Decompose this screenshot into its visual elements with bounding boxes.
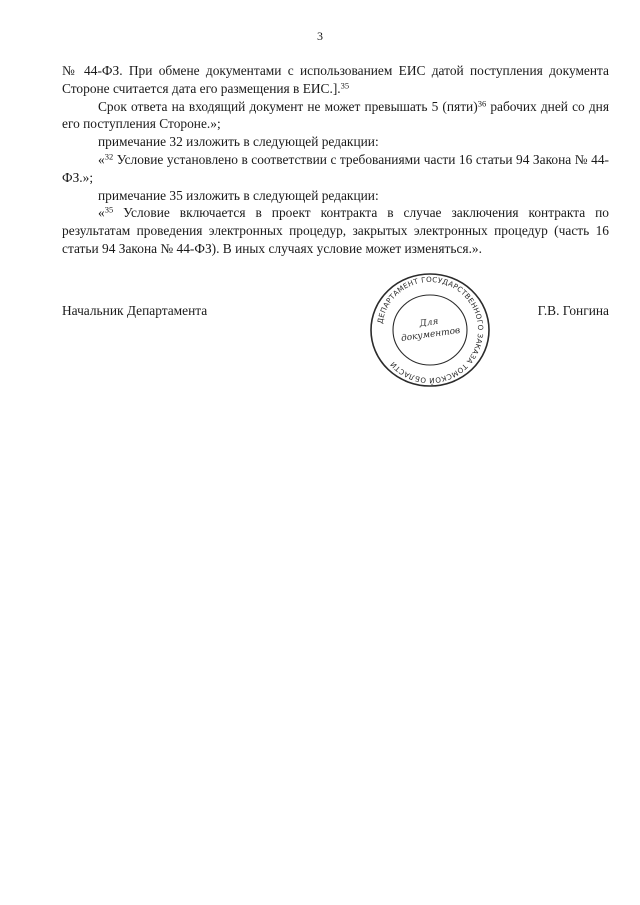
paragraph-1 [62, 62, 609, 98]
paragraph-6 [62, 204, 609, 257]
paragraph-3 [62, 133, 609, 151]
page-number: 3 [317, 29, 323, 43]
footnote-ref: 35 [104, 204, 114, 215]
stamp-center-line-2: документов [400, 325, 461, 345]
signatory-name: Г.В. Гонгина [537, 303, 609, 318]
paragraph-6-text: Условие включается в проект контракта в случае заключения контракта по результатам проведения электронных процедур, закрытых электронных процедур (часть 16 статьи 94 Закона № 44-ФЗ). В иных случаях условие может изменяться.». [62, 205, 609, 256]
signatory-title: Начальник Департамента [62, 303, 208, 318]
paragraph-5-text: примечание 35 изложить в следующей редакции: [98, 187, 379, 203]
footnote-ref: 32 [104, 151, 114, 162]
document-body [62, 62, 609, 258]
open-quote: « [98, 151, 105, 167]
paragraph-3-text: примечание 32 изложить в следующей редакции: [98, 134, 379, 150]
paragraph-2-text-after: рабочих дней со дня его поступления Стороне.»; [62, 98, 610, 132]
paragraph-1-text: № 44-ФЗ. При обмене документами с использованием ЕИС датой поступления документа Стороне считается дата его размещения в ЕИС.]. [62, 63, 609, 96]
footnote-ref: 36 [477, 97, 487, 108]
stamp-seal [367, 270, 493, 390]
paragraph-2-text-before: Срок ответа на входящий документ не может превышать 5 (пяти) [98, 98, 478, 114]
open-quote: « [98, 205, 105, 221]
stamp-center-line-1: Для [418, 316, 440, 330]
paragraph-2 [62, 98, 609, 134]
stamp-ring-text: ДЕПАРТАМЕНТ ГОСУДАРСТВЕННОГО ЗАКАЗА ТОМСКОЙ ОБЛАСТИ [375, 274, 486, 386]
paragraph-5 [62, 187, 609, 205]
paragraph-4 [62, 151, 609, 187]
footnote-ref: 35 [340, 80, 350, 91]
paragraph-4-text: Условие установлено в соответствии с требованиями части 16 статьи 94 Закона № 44-ФЗ.»; [62, 151, 609, 185]
